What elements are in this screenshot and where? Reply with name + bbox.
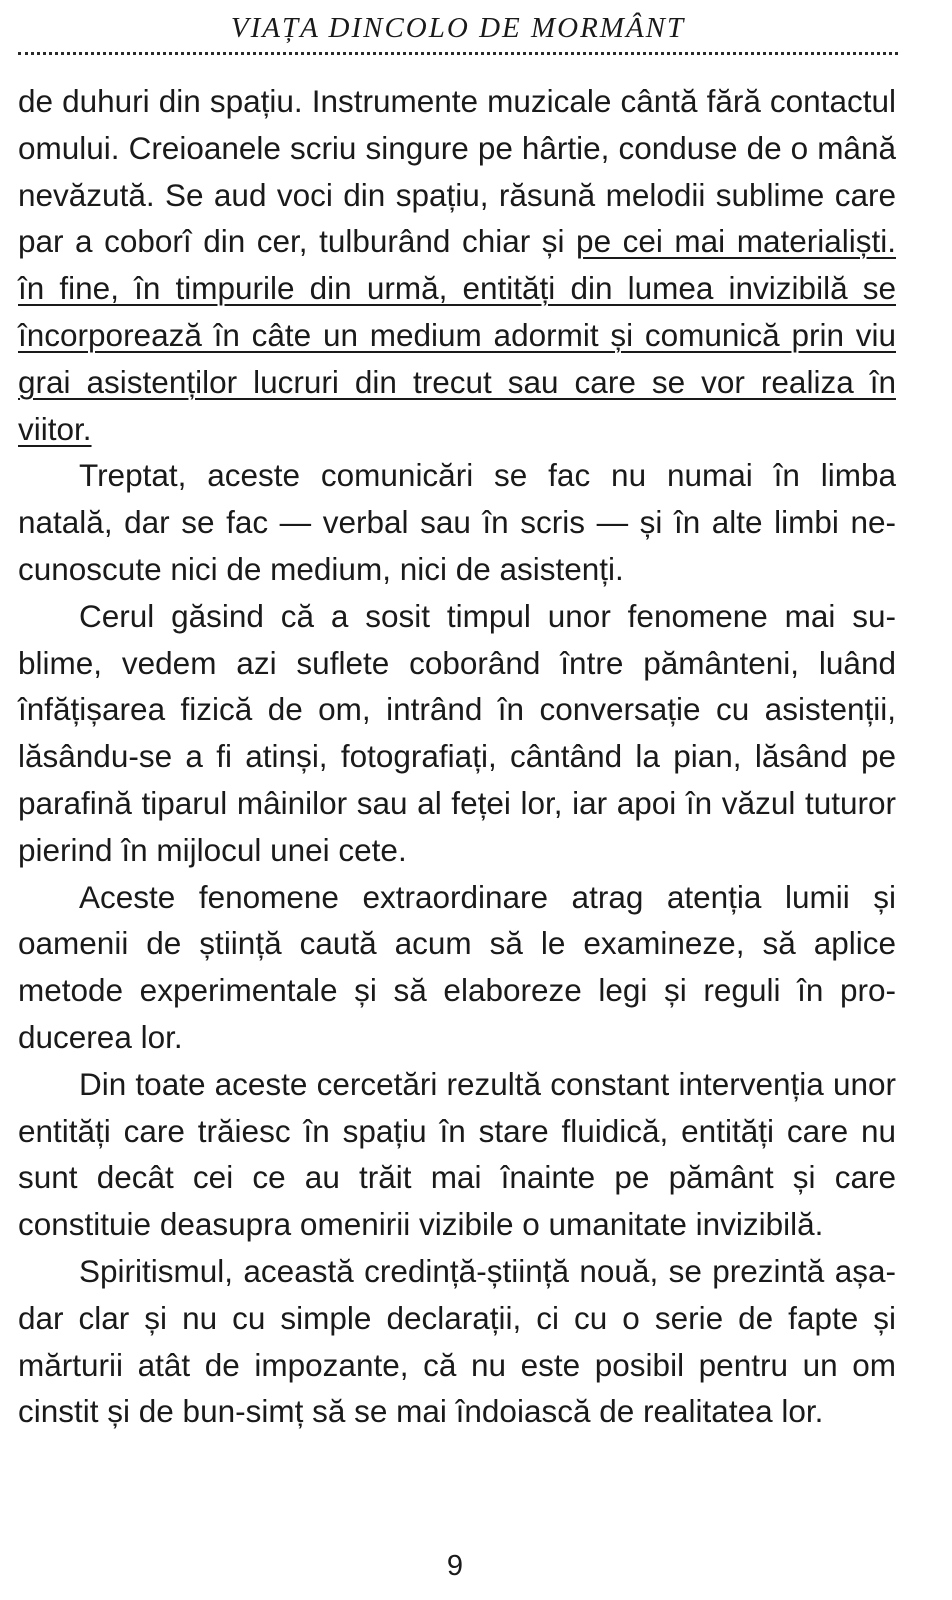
paragraph-lead-text: de duhuri din spațiu. Instrumente muzicale cântă fără contactul omului. Creioanele scriu singure pe hârtie, conduse de o mână nevăzută. Se aud voci din spațiu, răsună melodii sublime care par a coborî din cer, tulburând chiar și xyxy=(18,83,896,260)
paragraph: Cerul găsind că a sosit timpul unor fenomene mai sublime, vedem azi suflete coborând între pământeni, luând înfățișarea fizică de om, intrând în conversație cu asistenții, lăsându-se a fi atinși, fotografiați, cântând la pian, lăsând pe parafină tiparul mâinilor sau al feței lor, iar apoi în văzul tuturor pierind în mijlocul unei cete. xyxy=(18,597,896,868)
paragraph: Aceste fenomene extraordinare atrag atenția lumii și oamenii de știință caută acum să le examineze, să aplice metode experimentale și să elaboreze legi și reguli în producerea lor. xyxy=(18,878,896,1055)
underlined-passage: pe cei mai materialiști. în fine, în timpurile din urmă, entități din lumea invizibilă se încorporează în câte un medium adormit și comunică prin viu grai asistenților lucruri din trecut sau care se vor realiza în viitor. xyxy=(18,223,896,447)
page-number: 9 xyxy=(446,1550,464,1582)
paragraph: Treptat, aceste comunicări se fac nu numai în limba natală, dar se fac — verbal sau în scris — și în alte limbi necunoscute nici de medium, nici de asistenți. xyxy=(18,457,896,587)
header-dotted-rule xyxy=(18,52,898,55)
page-body xyxy=(18,78,896,1435)
paragraph: Spiritismul, această credință-știință nouă, se prezintă așadar clar și nu cu simple declarații, ci cu o serie de fapte și mărturii atât de impozante, că nu este posibil pentru un om cinstit și de bun-simț să se mai îndoiască de realitatea lor. xyxy=(18,1252,896,1430)
running-header-title: VIAȚA DINCOLO DE MORMÂNT xyxy=(230,12,686,44)
paragraph xyxy=(18,78,896,452)
paragraph: Din toate aceste cercetări rezultă constant intervenția unor entități care trăiesc în spațiu în stare fluidică, entități care nu sunt decât cei ce au trăit mai înainte pe pământ și care constituie deasupra omenirii vizibile o umanitate invizibilă. xyxy=(18,1065,896,1243)
